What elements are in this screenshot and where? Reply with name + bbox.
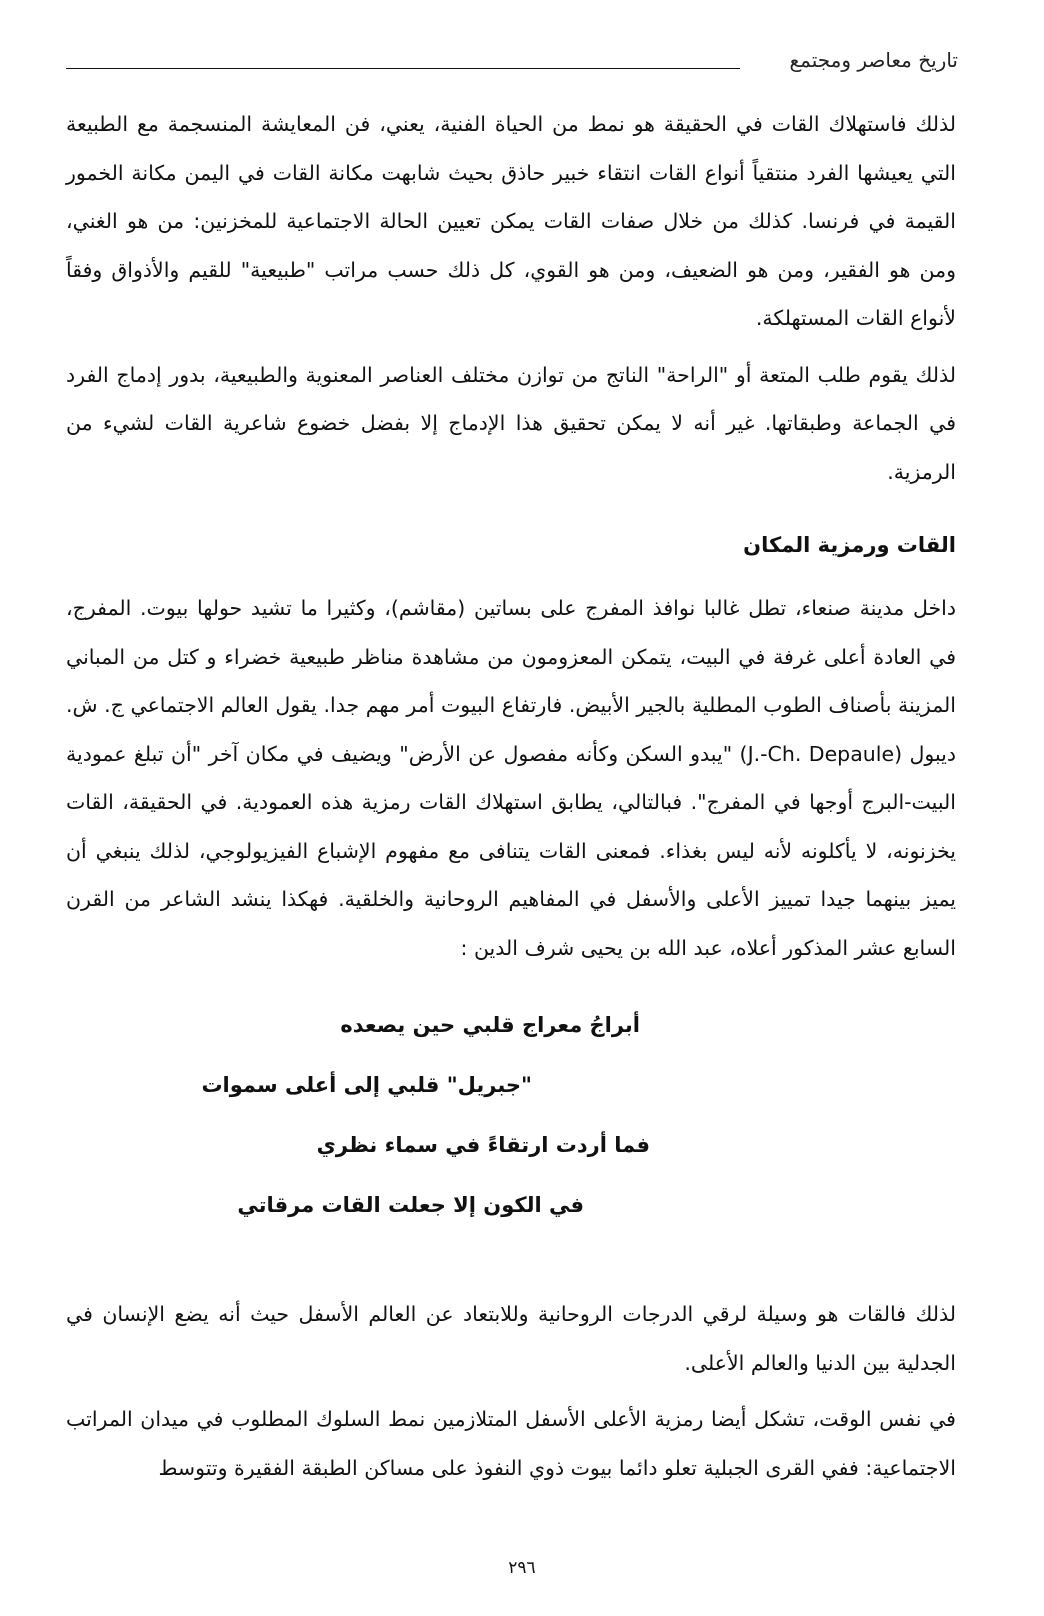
poem [66,1010,956,1250]
poem-line-2: "جبريل" قلبي إلى أعلى سموات [201,1073,532,1097]
header-rule [66,68,740,69]
running-head [66,46,958,76]
poem-line-4: في الكون إلا جعلت القات مرقاتي [237,1193,584,1217]
running-head-title: تاريخ معاصر ومجتمع [789,48,958,72]
paragraph-2: لذلك يقوم طلب المتعة أو "الراحة" الناتج من توازن مختلف العناصر المعنوية والطبيعية، بدور إدماج الفرد في الجماعة وطبقاتها. غير أنه لا يمكن تحقيق هذا الإدماج إلا بفضل خضوع شاعرية القات لشيء من الرمزية. [66,362,956,484]
page-body [66,100,956,1500]
poem-line-3: فما أردت ارتقاءً في سماء نظري [316,1133,650,1157]
poem-line-1: أبراجُ معراج قلبي حين يصعده [340,1013,640,1037]
paragraph-4: لذلك فالقات هو وسيلة لرقي الدرجات الروحانية وللابتعاد عن العالم الأسفل حيث أنه يضع الإنسان في الجدلية بين الدنيا والعالم الأعلى. [66,1302,956,1375]
paragraph-1: لذلك فاستهلاك القات في الحقيقة هو نمط من الحياة الفنية، يعني، فن المعايشة المنسجمة مع الطبيعة التي يعيشها الفرد منتقياً أنواع القات انتقاء خبير حاذق بحيث شابهت مكانة القات في اليمن مكانة الخمور القيمة في فرنسا. كذلك من خلال صفات القات يمكن تعيين الحالة الاجتماعية للمخزنين: من هو الغني، ومن هو الفقير، ومن هو الضعيف، ومن هو القوي، كل ذلك حسب مراتب "طبيعية" للقيم والأذواق وفقاً لأنواع القات المستهلكة. [66,112,956,330]
section-heading: القات ورمزية المكان [743,533,956,557]
paragraph-3: داخل مدينة صنعاء، تطل غالبا نوافذ المفرج على بساتين (مقاشم)، وكثيرا ما تشيد حولها بيوت. المفرج، في العادة أعلى غرفة في البيت، يتمكن المعزومون من مشاهدة مناظر طبيعية خضراء و كتل من المباني المزينة بأصناف الطوب المطلية بالجير الأبيض. فارتفاع البيوت أمر مهم جدا. يقول العالم الاجتماعي ج. ش. ديبول (J.-Ch. Depaule) "يبدو السكن وكأنه مفصول عن الأرض" ويضيف في مكان آخر "أن تبلغ عمودية البيت-البرج أوجها في المفرج". فبالتالي، يطابق استهلاك القات رمزية هذه العمودية. في الحقيقة، القات يخزنونه، لا يأكلونه لأنه ليس بغذاء. فمعنى القات يتنافى مع مفهوم الإشباع الفيزيولوجي، لذلك ينبغي أن يميز بينهما جيدا تمييز الأعلى والأسفل في المفاهيم الروحانية والخلقية. فهكذا ينشد الشاعر من القرن السابع عشر المذكور أعلاه، عبد الله بن يحيى شرف الدين : [66,596,956,960]
page-number: ٢٩٦ [508,1558,536,1578]
paragraph-5: في نفس الوقت، تشكل أيضا رمزية الأعلى الأسفل المتلازمين نمط السلوك المطلوب في ميدان المراتب الاجتماعية: ففي القرى الجبلية تعلو دائما بيوت ذوي النفوذ على مساكن الطبقة الفقيرة وتتوسط [66,1407,956,1480]
